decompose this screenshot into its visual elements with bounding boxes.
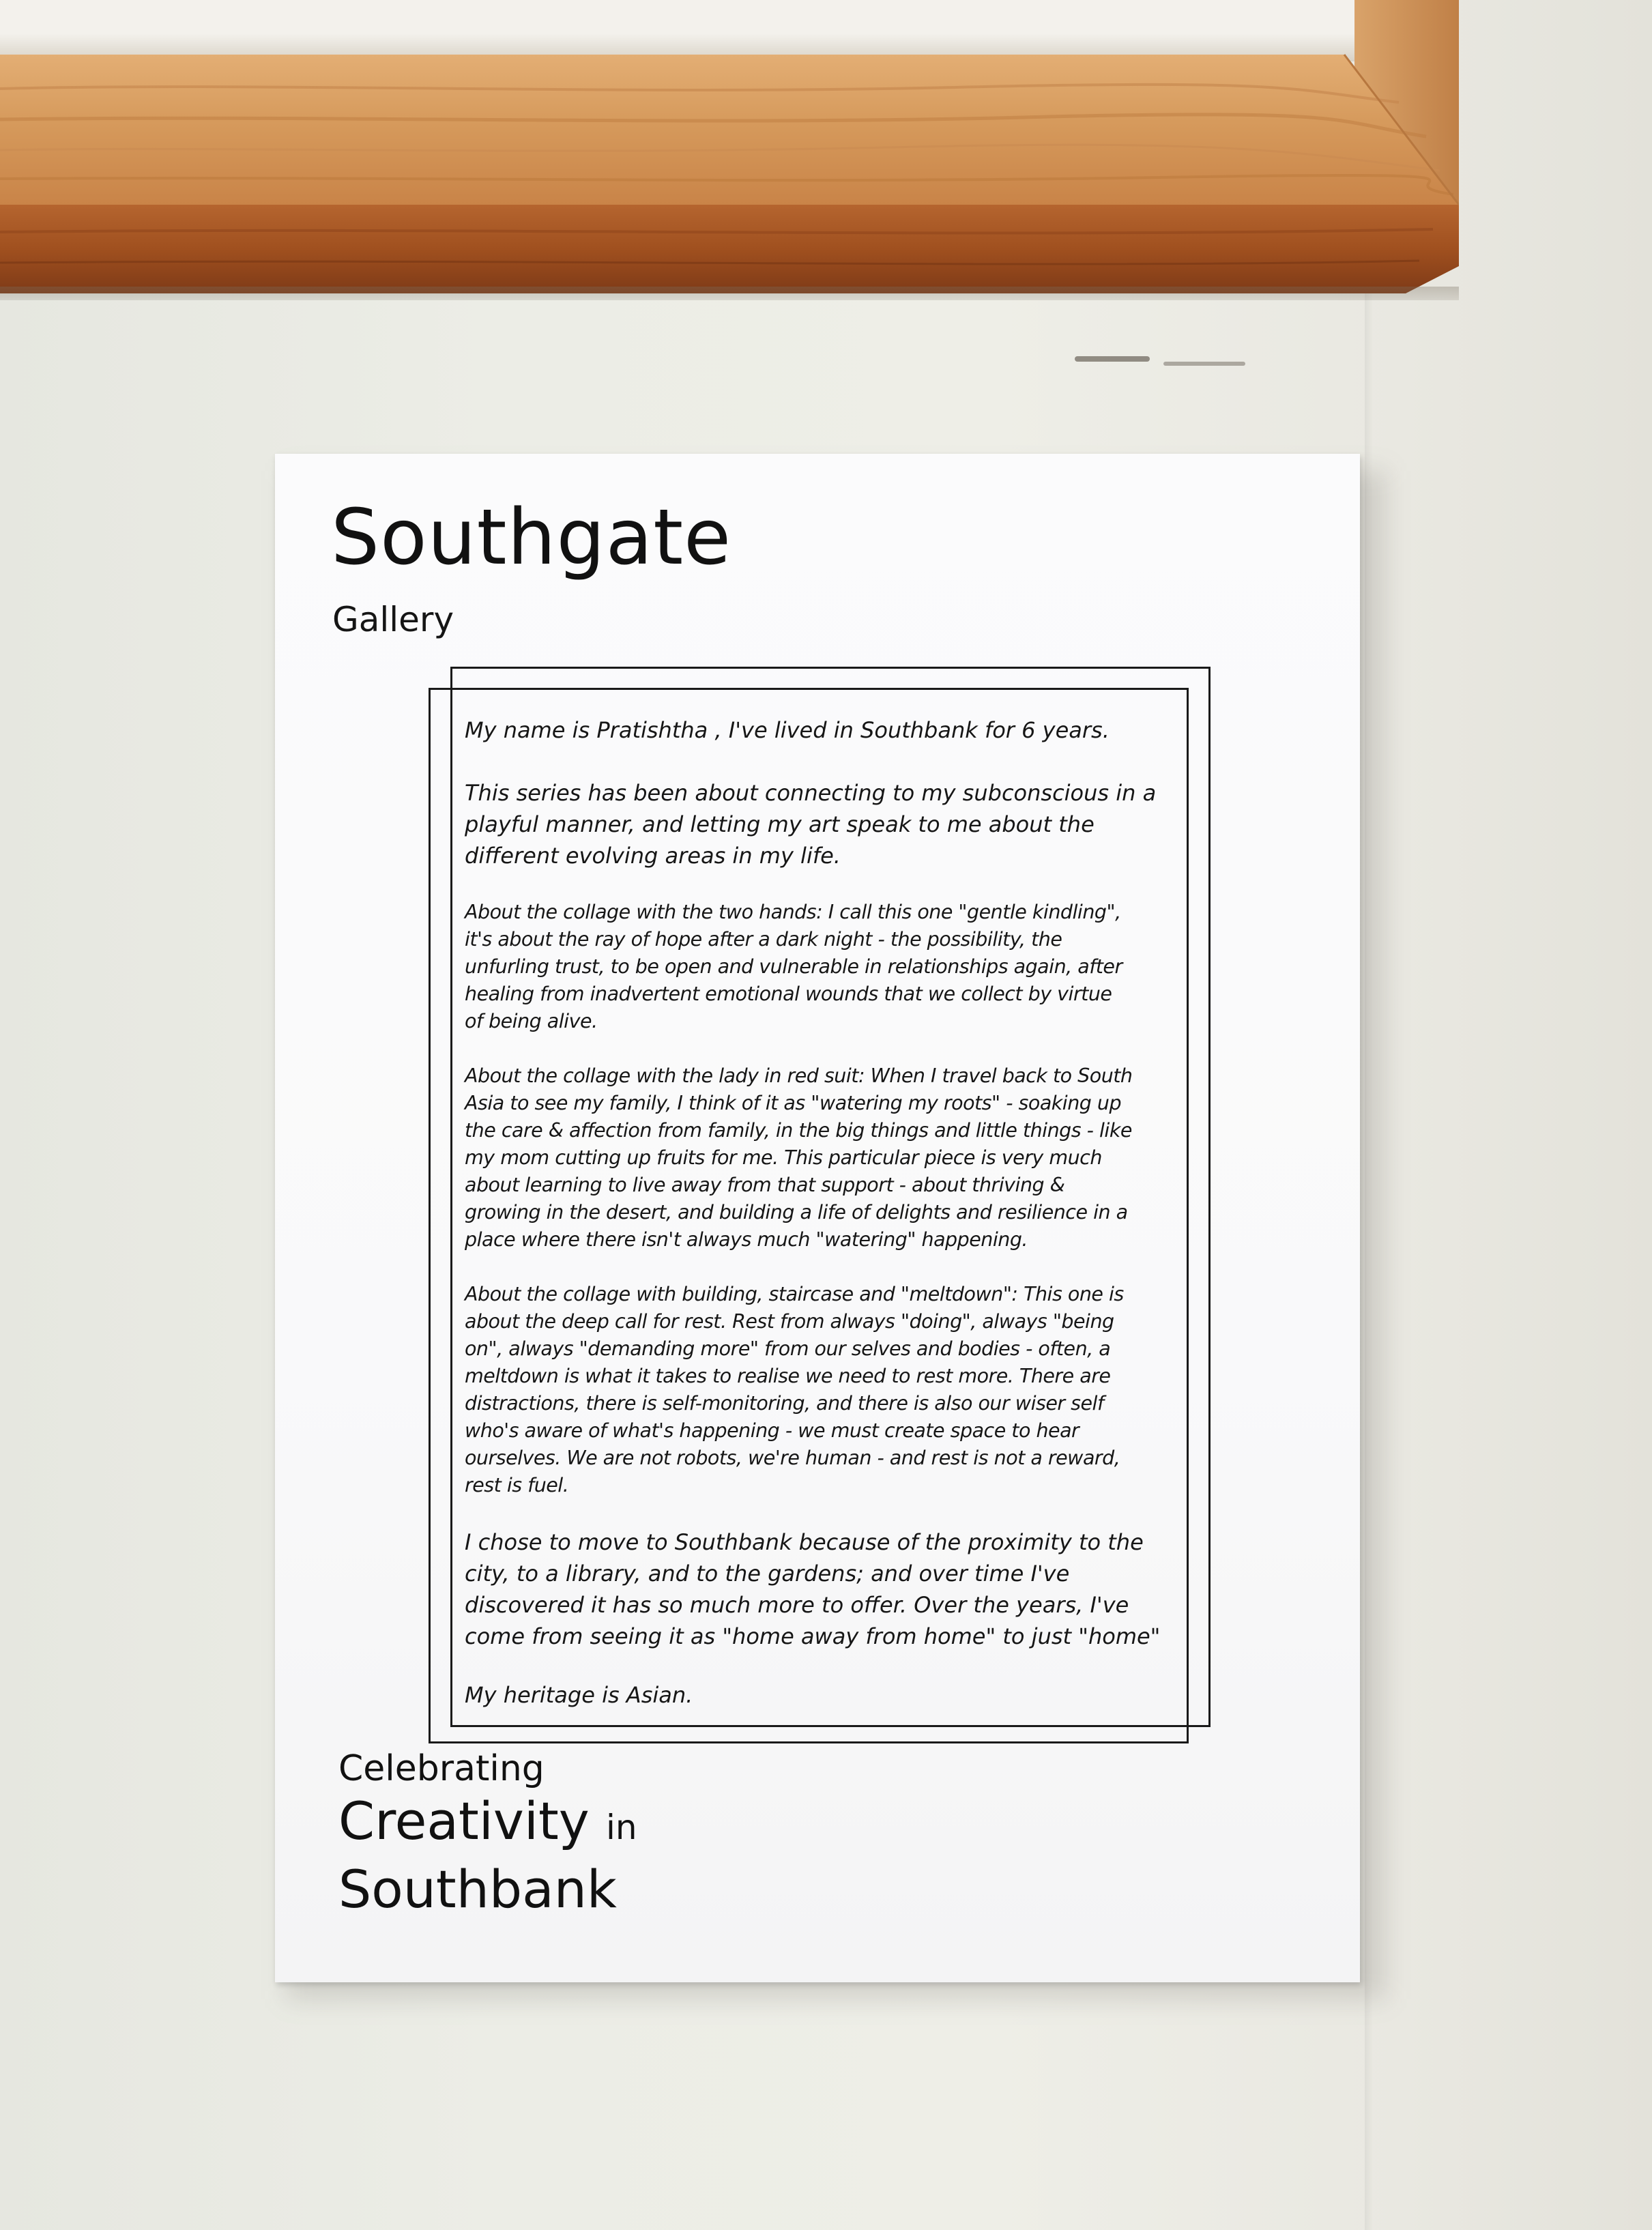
statement-heritage: My heritage is Asian.	[465, 1682, 693, 1708]
frame-shadow	[0, 287, 1459, 300]
wall-scuff	[1075, 356, 1150, 362]
footer-word-creativity: Creativity	[338, 1791, 590, 1851]
statement-collage-building: About the collage with building, staircase and "meltdown": This one is about the deep call for rest. Rest from always "doing", always "being on", always "demanding more" from our selves and bodies - often, a meltdown is what it takes to realise we need to rest more. There are distractions, there is self-monitoring, and there is also our wiser self who's aware of what's happening - we must create space to hear ourselves. We are not robots, we're human - and rest is not a reward, rest is fuel.	[465, 1283, 1124, 1496]
footer-line-celebrating: Celebrating	[338, 1748, 545, 1789]
artist-statement	[465, 714, 1188, 1711]
footer-word-in: in	[605, 1808, 637, 1847]
sign-footer	[338, 1747, 637, 1921]
statement-collage-hands: About the collage with the two hands: I call this one "gentle kindling", it's about the ray of hope after a dark night - the possibility, the unfurling trust, to be open and vulnerable in relationships again, after healing from inadvertent emotional wounds that we collect by virtue of being alive.	[465, 901, 1122, 1032]
gallery-sign	[275, 454, 1360, 1982]
sign-title: Southgate	[331, 493, 732, 582]
wooden-frame-bottom	[0, 0, 1459, 300]
statement-collage-lady: About the collage with the lady in red suit: When I travel back to South Asia to see my family, I think of it as "watering my roots" - soaking up the care & affection from family, in the big things and little things - like my mom cutting up fruits for me. This particular piece is very much about learning to live away from that support - about thriving & growing in the desert, and building a life of delights and resilience in a place where there isn't always much "watering" happening.	[465, 1065, 1133, 1251]
footer-line-southbank: Southbank	[338, 1859, 617, 1920]
statement-intro: My name is Pratishtha , I've lived in Southbank for 6 years.	[465, 717, 1110, 743]
statement-series: This series has been about connecting to my subconscious in a playful manner, and letting my art speak to me about the different evolving areas in my life.	[465, 780, 1157, 869]
footer-line-creativity	[338, 1791, 637, 1858]
wall-scuff	[1163, 362, 1245, 366]
sign-subtitle: Gallery	[332, 600, 454, 639]
statement-southbank: I chose to move to Southbank because of the proximity to the city, to a library, and to the gardens; and over time I've discovered it has so much more to offer. Over the years, I've come from seeing it as "home away from home" to just "home"	[465, 1529, 1161, 1649]
picture-frame	[0, 0, 1459, 300]
